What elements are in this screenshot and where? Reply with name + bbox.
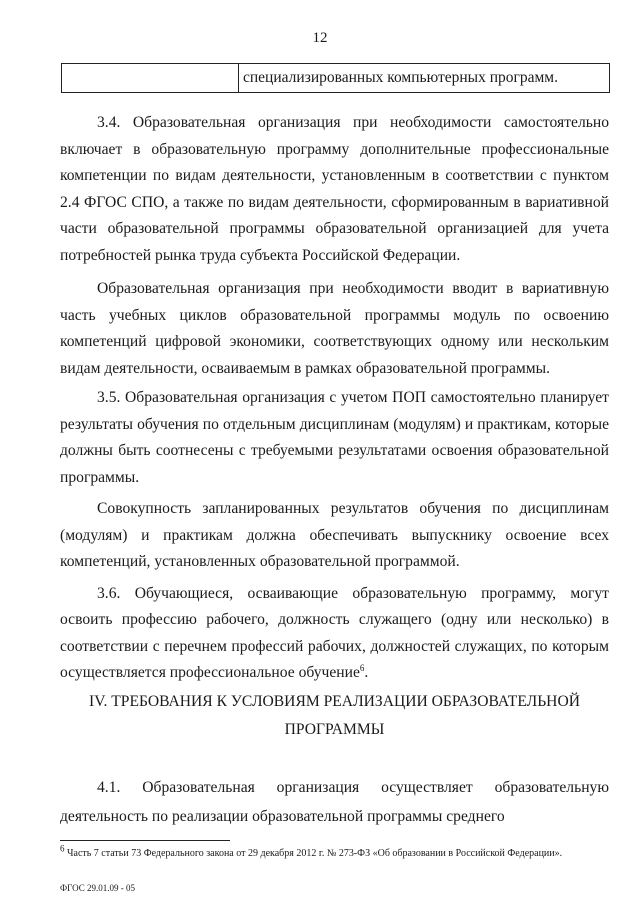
section-heading-line1: IV. ТРЕБОВАНИЯ К УСЛОВИЯМ РЕАЛИЗАЦИИ ОБРАЗОВАТЕЛЬНОЙ (89, 693, 580, 710)
continuation-table (61, 63, 610, 93)
paragraph-3-4: 3.4. Образовательная организация при необходимости самостоятельно включает в образовательную программу дополнительные профессиональные компетенции по видам деятельности, установленным в соответствии с пунктом 2.4 ФГОС СПО, а также по видам деятельности, сформированным в вариативной части образовательной программы образовательной организацией для учета потребностей рынка труда субъекта Российской Федерации. (60, 114, 609, 264)
footnote (60, 843, 620, 861)
footnote-text: Часть 7 статьи 73 Федерального закона от 29 декабря 2012 г. № 273-ФЗ «Об образовании в Российской Федерации». (64, 848, 563, 859)
paragraph-3-6-text: 3.6. Обучающиеся, осваивающие образовательную программу, могут освоить профессию рабочего, должность служащего (одну или несколько) в соответствии с перечнем профессий рабочих, должностей служащих, по которым осуществляется профессиональное обучение (60, 584, 609, 681)
paragraph-3-6-end: . (364, 664, 369, 681)
page-number: 12 (312, 30, 328, 46)
paragraph-3-6 (60, 581, 609, 687)
body-text (60, 110, 609, 687)
paragraph-learning-outcomes: Совокупность запланированных результатов обучения по дисциплинам (модулям) и практикам должна обеспечивать выпускнику освоение всех компетенций, установленных образовательной программой. (60, 500, 609, 570)
footnote-divider (60, 840, 230, 841)
footnote-reference: 6 (359, 662, 365, 673)
table-cell-text: специализированных компьютерных программ. (243, 69, 558, 86)
section-heading (60, 688, 609, 744)
paragraph-4-1: 4.1. Образовательная организация осуществляет образовательную деятельность по реализации образовательной программы среднего (60, 779, 609, 825)
table-cell-empty (62, 64, 239, 92)
standard-code: ФГОС 29.01.09 - 05 (60, 883, 135, 893)
footnote-mark: 6 (60, 843, 65, 854)
section-heading-line2: ПРОГРАММЫ (284, 721, 385, 738)
paragraph-digital-economy: Образовательная организация при необходимости вводит в вариативную часть учебных циклов образовательной программы модуль по освоению компетенций цифровой экономики, соответствующих одному или нескольким видам деятельности, осваиваемым в рамках образовательной программы. (60, 280, 609, 377)
paragraph-3-5: 3.5. Образовательная организация с учетом ПОП самостоятельно планирует результаты обучения по отдельным дисциплинам (модулям) и практикам, которые должны быть соотнесены с требуемыми результатами освоения образовательной программы. (60, 389, 609, 486)
